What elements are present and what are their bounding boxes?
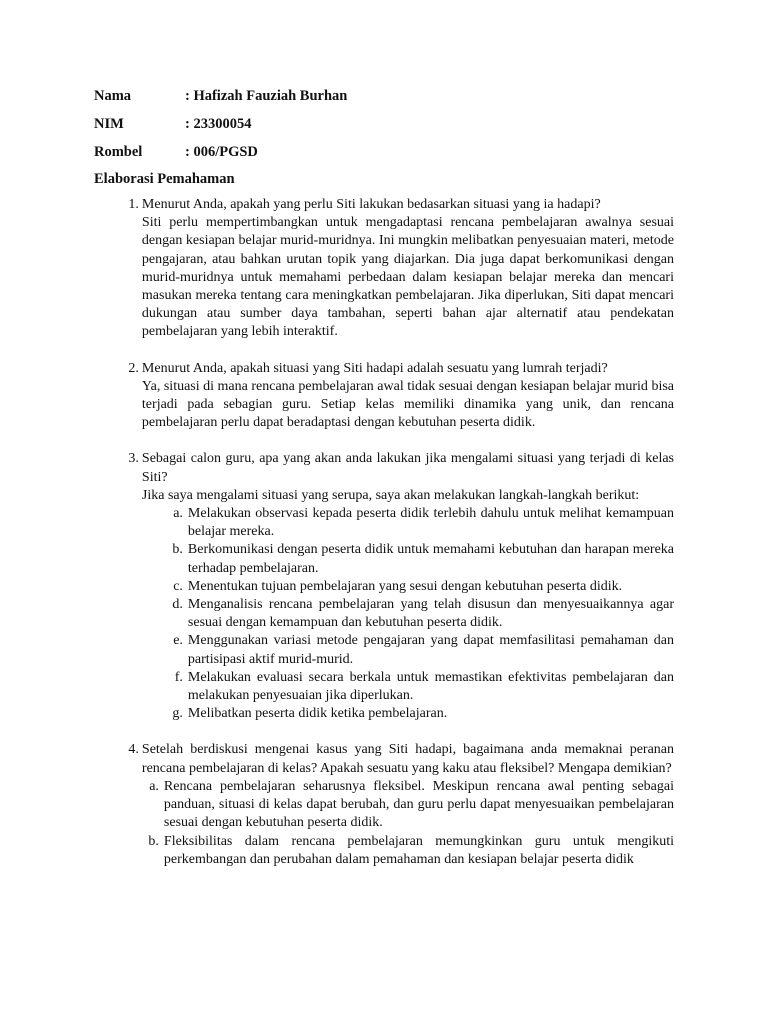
- question-number: 3.: [128, 451, 139, 467]
- info-value: : 23300054: [185, 116, 252, 132]
- step-list: [166, 505, 674, 723]
- list-text: Rencana pembelajaran seharusnya fleksibel. Meskipun rencana awal penting sebagai panduan, situasi di kelas dapat berubah, dan guru perlu dapat menyesuaikan pembelajaran sesuai dengan kebutuhan peserta didik.: [163, 778, 674, 831]
- list-label: a.: [149, 778, 159, 794]
- answer-list: [142, 778, 674, 869]
- question-number: 4.: [128, 742, 139, 758]
- question-item: [94, 741, 674, 868]
- info-label: Rombel: [94, 144, 143, 160]
- answer-text: Siti perlu mempertimbangkan untuk mengadaptasi rencana pembelajaran awalnya sesuai dengan kesiapan belajar murid-muridnya. Ini mungkin melibatkan penyesuaian materi, metode pengajaran, atau bahkan urutan topik yang diajarkan. Dia juga dapat berkomunikasi dengan murid-muridnya untuk memahami perbedaan dalam kesiapan belajar mereka dan mencari masukan mereka tentang cara meningkatkan pembelajaran. Jika diperlukan, Siti dapat mencari dukungan atau sumber daya tambahan, seperti bahan ajar alternatif atau pendekatan pembelajaran yang lebih interaktif.: [141, 215, 674, 340]
- question-text: Sebagai calon guru, apa yang akan anda lakukan jika mengalami situasi yang terjadi di kelas Siti?: [141, 451, 674, 485]
- list-item: [142, 778, 674, 833]
- question-text: Menurut Anda, apakah situasi yang Siti hadapi adalah sesuatu yang lumrah terjadi?: [141, 360, 608, 376]
- list-label: a.: [173, 506, 183, 522]
- info-label: NIM: [94, 116, 124, 132]
- list-label: b.: [148, 833, 159, 849]
- question-item: [94, 360, 674, 433]
- list-label: g.: [172, 706, 183, 722]
- info-value: : Hafizah Fauziah Burhan: [185, 88, 348, 104]
- list-text: Menentukan tujuan pembelajaran yang sesui dengan kebutuhan peserta didik.: [187, 578, 623, 594]
- list-label: f.: [174, 669, 183, 685]
- list-label: e.: [173, 633, 183, 649]
- list-label: b.: [172, 542, 183, 558]
- info-row-rombel: [94, 142, 347, 170]
- info-row-name: [94, 86, 347, 114]
- section-title: Elaborasi Pemahaman: [94, 171, 235, 187]
- question-number: 2.: [128, 360, 139, 376]
- question-text: Menurut Anda, apakah yang perlu Siti lakukan bedasarkan situasi yang ia hadapi?: [141, 197, 601, 212]
- question-item: [94, 196, 674, 342]
- list-text: Fleksibilitas dalam rencana pembelajaran memungkinkan guru untuk mengikuti perkembangan dan perubahan dalam pemahaman dan kesiapan belajar peserta didik: [163, 833, 674, 867]
- list-label: d.: [172, 597, 183, 613]
- list-item: [166, 669, 674, 705]
- list-item: [166, 578, 674, 596]
- answer-text: Jika saya mengalami situasi yang serupa, saya akan melakukan langkah-langkah berikut:: [141, 487, 640, 503]
- info-row-nim: [94, 114, 347, 142]
- list-text: Menganalisis rencana pembelajaran yang telah disusun dan menyesuaikannya agar sesuai dengan kemampuan dan kebutuhan peserta didik.: [187, 597, 674, 631]
- list-item: [166, 705, 674, 723]
- answer-text: Ya, situasi di mana rencana pembelajaran awal tidak sesuai dengan kesiapan belajar murid bisa terjadi pada sebagian guru. Setiap kelas memiliki dinamika yang unik, dan rencana pembelajaran perlu dapat beradaptasi dengan kebutuhan peserta didik.: [141, 378, 674, 431]
- info-label: Nama: [94, 88, 132, 104]
- question-text: Setelah berdiskusi mengenai kasus yang Siti hadapi, bagaimana anda memaknai peranan rencana pembelajaran di kelas? Apakah sesuatu yang kaku atau fleksibel? Mengapa demikian?: [141, 742, 674, 776]
- list-item: [142, 833, 674, 869]
- list-text: Menggunakan variasi metode pengajaran yang dapat memfasilitasi pemahaman dan partisipasi aktif murid-murid.: [187, 633, 674, 667]
- question-number: 1.: [128, 197, 139, 212]
- student-info: [94, 86, 347, 170]
- list-item: [166, 541, 674, 577]
- list-text: Melakukan evaluasi secara berkala untuk memastikan efektivitas pembelajaran dan melakukan penyesuaian jika diperlukan.: [187, 669, 674, 704]
- question-item: [94, 450, 674, 723]
- list-item: [166, 505, 674, 541]
- question-list: [94, 196, 674, 869]
- list-text: Melibatkan peserta didik ketika pembelajaran.: [187, 706, 448, 722]
- list-text: Melakukan observasi kepada peserta didik terlebih dahulu untuk melihat kemampuan belajar mereka.: [187, 506, 674, 540]
- list-text: Berkomunikasi dengan peserta didik untuk memahami kebutuhan dan harapan mereka terhadap pembelajaran.: [187, 542, 674, 576]
- list-item: [166, 632, 674, 668]
- list-item: [166, 596, 674, 632]
- info-value: : 006/PGSD: [185, 144, 258, 160]
- list-label: c.: [173, 578, 183, 594]
